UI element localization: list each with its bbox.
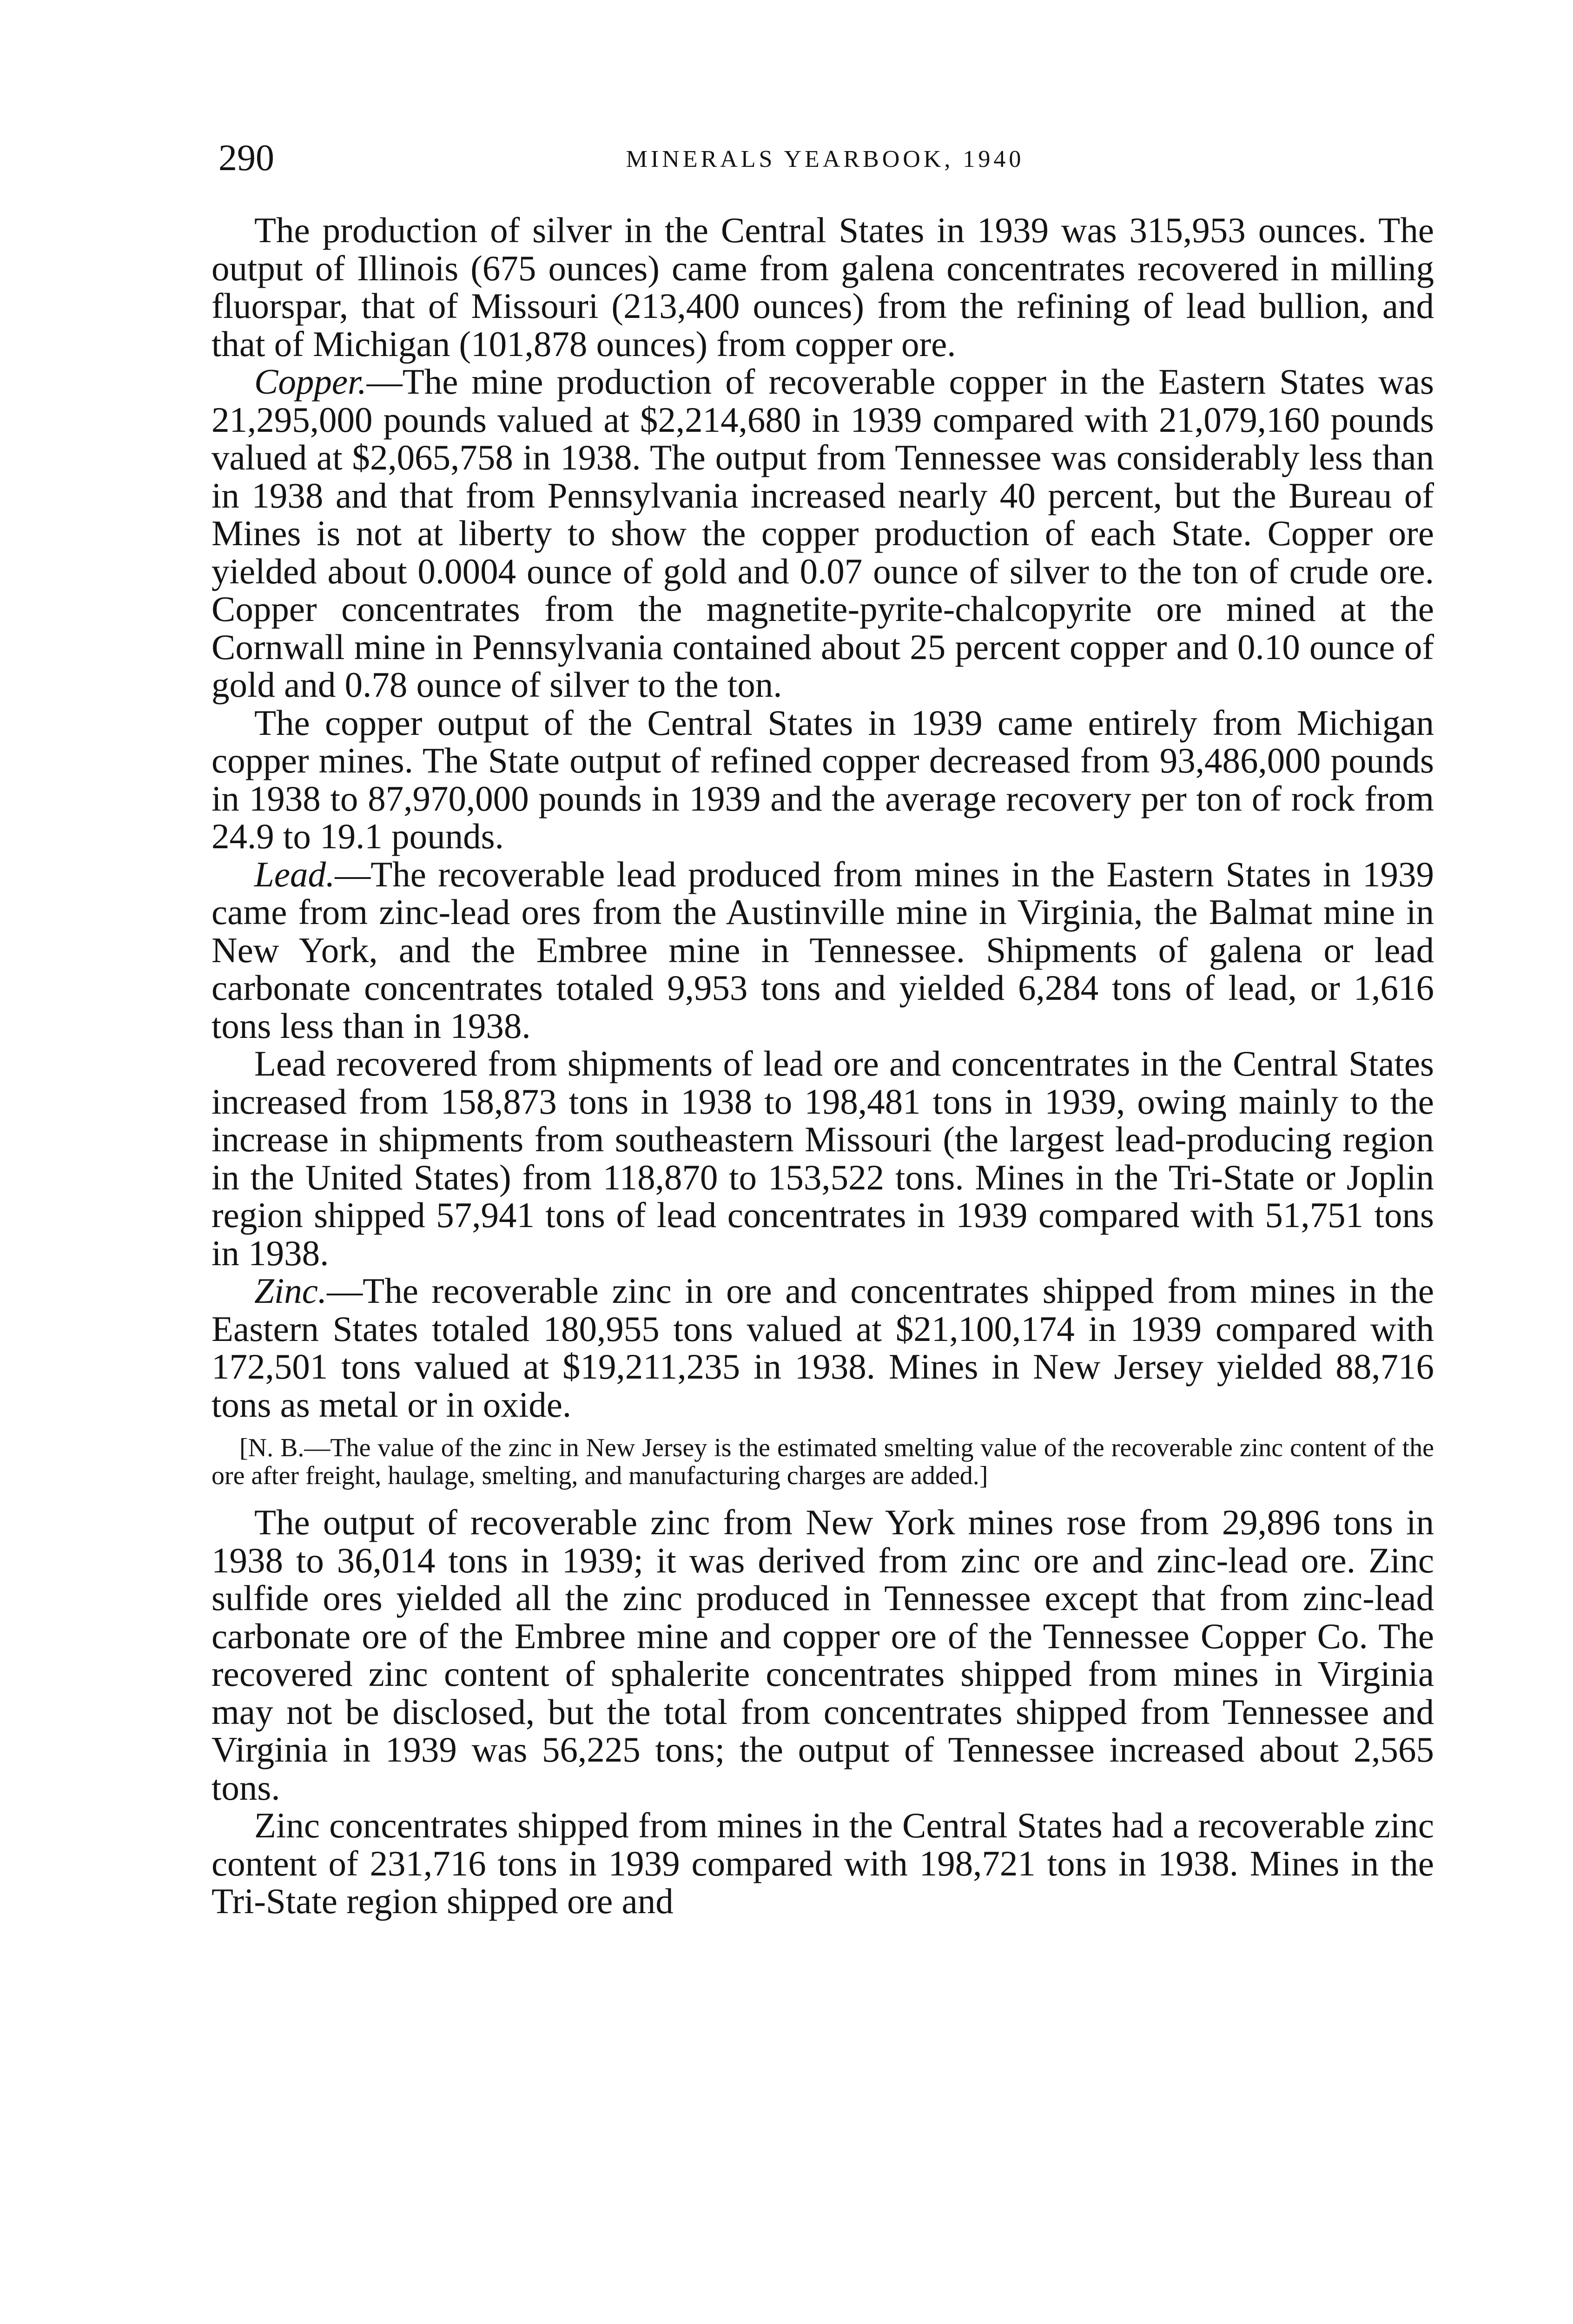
paragraph-text: The copper output of the Central States in 1939 came entirely from Michigan copper mines. The State output of refined copper decreased from 93,486,000 pounds in 1938 to 87,970,000 pounds in 1939 and the average recovery per ton of rock from 24.9 to 19.1 pounds.: [211, 702, 1434, 856]
page-number: 290: [218, 138, 274, 178]
paragraph-silver: [211, 211, 1434, 363]
paragraph-text: —The recoverable lead produced from mines in the Eastern States in 1939 came from zinc-lead ores from the Austinville mine in Virginia, the Balmat mine in New York, and the Embree mine in Tennessee. Shipments of galena or lead carbonate concentrates totaled 9,953 tons and yielded 6,284 tons of lead, or 1,616 tons less than in 1938.: [211, 854, 1434, 1046]
paragraph-copper: [211, 363, 1434, 704]
paragraph-lead: [211, 856, 1434, 1045]
paragraph-central-copper: [211, 704, 1434, 856]
paragraph-text: —The recoverable zinc in ore and concentrates shipped from mines in the Eastern States totaled 180,955 tons valued at $21,100,174 in 1939 compared with 172,501 tons valued at $19,211,235 in 1938. Mines in New Jersey yielded 88,716 tons as metal or in oxide.: [211, 1271, 1434, 1425]
paragraph-new-york-zinc: [211, 1504, 1434, 1807]
section-heading-lead: Lead.: [254, 854, 335, 894]
paragraph-text: —The mine production of recoverable copper in the Eastern States was 21,295,000 pounds valued at $2,214,680 in 1939 compared with 21,079,160 pounds valued at $2,065,758 in 1938. The output from Tennessee was considerably less than in 1938 and that from Pennsylvania increased nearly 40 percent, but the Bureau of Mines is not at liberty to show the copper production of each State. Copper ore yielded about 0.0004 ounce of gold and 0.07 ounce of silver to the ton of crude ore. Copper concentrates from the magnetite-pyrite-chalcopyrite ore mined at the Cornwall mine in Pennsylvania contained about 25 percent copper and 0.10 ounce of gold and 0.78 ounce of silver to the ton.: [211, 362, 1434, 705]
paragraph-central-lead: [211, 1045, 1434, 1272]
section-heading-zinc: Zinc.: [254, 1271, 327, 1311]
paragraph-central-zinc: [211, 1807, 1434, 1921]
paragraph-zinc: [211, 1272, 1434, 1424]
editorial-note: [N. B.—The value of the zinc in New Jersey is the estimated smelting value of the recoverable zinc content of the ore after freight, haulage, smelting, and manufacturing charges are added.]: [211, 1433, 1434, 1490]
running-head: [218, 135, 1432, 186]
running-title: MINERALS YEARBOOK, 1940: [626, 146, 1024, 172]
section-heading-copper: Copper.: [254, 362, 367, 402]
body-text: [211, 211, 1434, 1921]
paragraph-text: The output of recoverable zinc from New York mines rose from 29,896 tons in 1938 to 36,014 tons in 1939; it was derived from zinc ore and zinc-lead ore. Zinc sulfide ores yielded all the zinc produced in Tennessee except that from zinc-lead carbonate ore of the Embree mine and copper ore of the Tennessee Copper Co. The recovered zinc content of sphalerite concentrates shipped from mines in Virginia may not be disclosed, but the total from concentrates shipped from Tennessee and Virginia in 1939 was 56,225 tons; the output of Tennessee increased about 2,565 tons.: [211, 1502, 1434, 1808]
paragraph-text: The production of silver in the Central States in 1939 was 315,953 ounces. The output of Illinois (675 ounces) came from galena concentrates recovered in milling fluorspar, that of Missouri (213,400 ounces) from the refining of lead bullion, and that of Michigan (101,878 ounces) from copper ore.: [211, 210, 1434, 364]
paragraph-text: Lead recovered from shipments of lead ore and concentrates in the Central States increased from 158,873 tons in 1938 to 198,481 tons in 1939, owing mainly to the increase in shipments from southeastern Missouri (the largest lead-producing region in the United States) from 118,870 to 153,522 tons. Mines in the Tri-State or Joplin region shipped 57,941 tons of lead concentrates in 1939 compared with 51,751 tons in 1938.: [211, 1043, 1434, 1273]
paragraph-text: Zinc concentrates shipped from mines in the Central States had a recoverable zinc content of 231,716 tons in 1939 compared with 198,721 tons in 1938. Mines in the Tri-State region shipped ore and: [211, 1805, 1434, 1921]
